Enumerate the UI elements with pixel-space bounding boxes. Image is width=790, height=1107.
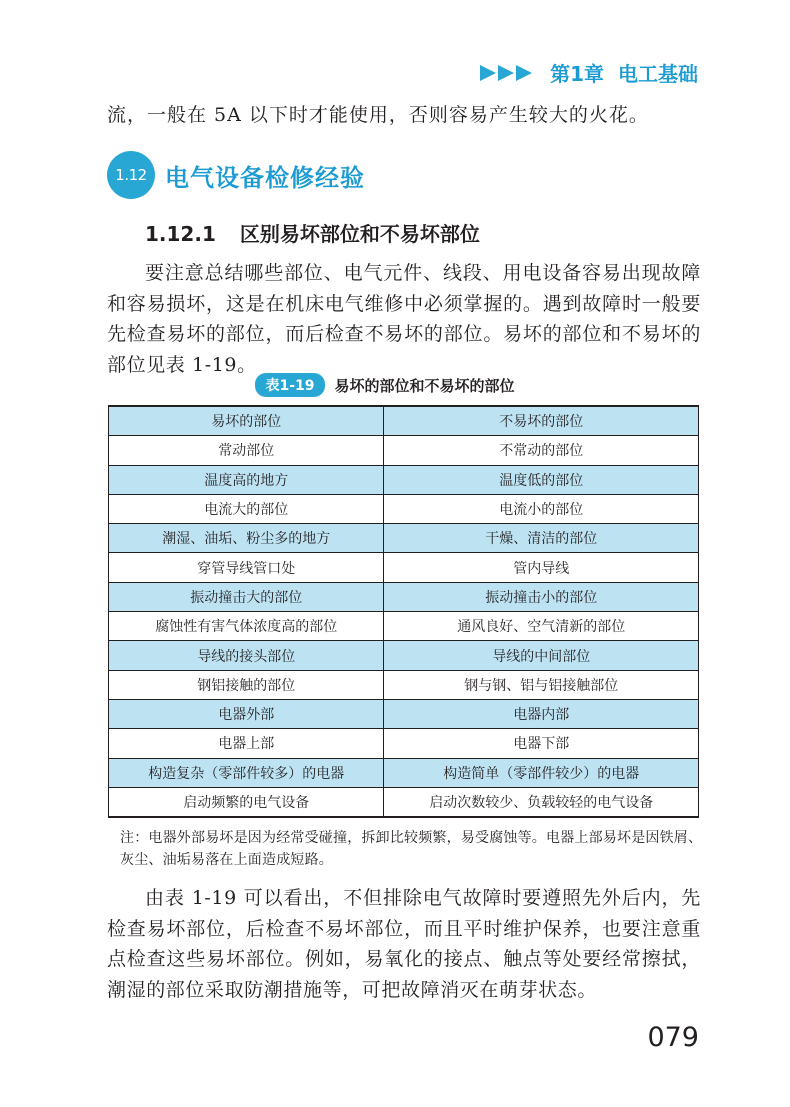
- chapter-title: 电工基础: [618, 62, 698, 86]
- page-number: 079: [647, 1022, 699, 1053]
- table-cell: 构造复杂（零部件较多）的电器: [109, 758, 384, 787]
- running-head: [480, 58, 698, 87]
- table-cell: 电器内部: [384, 699, 699, 728]
- chevron-right-icon: [516, 65, 532, 81]
- table-row: [109, 670, 699, 699]
- chevron-right-icon: [480, 65, 496, 81]
- table-cell: 干燥、清洁的部位: [384, 524, 699, 553]
- chapter-number: 第1章: [550, 62, 604, 86]
- table-caption: [0, 373, 790, 397]
- table-row: [109, 465, 699, 494]
- table-cell: 潮湿、油垢、粉尘多的地方: [109, 524, 384, 553]
- table-cell: 电流小的部位: [384, 494, 699, 523]
- table-cell: 构造简单（零部件较少）的电器: [384, 758, 699, 787]
- table-row: [109, 494, 699, 523]
- table-row: [109, 729, 699, 758]
- table-row: [109, 553, 699, 582]
- header-cell-vulnerable: 易坏的部位: [109, 406, 384, 436]
- table-label-badge: 表1-19: [255, 373, 324, 397]
- section-title: 电气设备检修经验: [165, 163, 365, 192]
- table-cell: 电器下部: [384, 729, 699, 758]
- conclusion-paragraph: 由表 1-19 可以看出，不但排除电气故障时要遵照先外后内，先检查易坏部位，后检查不易坏部位，而且平时维护保养，也要注意重点检查这些易坏部位。例如，易氧化的接点、触点等处要经常擦拭，潮湿的部位采取防潮措施等，可把故障消灭在萌芽状态。: [107, 887, 701, 1001]
- chevron-group: [480, 65, 534, 81]
- table-row: [109, 582, 699, 611]
- table-cell: 不常动的部位: [384, 436, 699, 465]
- table-cell: 穿管导线管口处: [109, 553, 384, 582]
- table-cell: 电流大的部位: [109, 494, 384, 523]
- subsection-title: 区别易坏部位和不易坏部位: [239, 222, 480, 246]
- table-row: [109, 758, 699, 787]
- table-cell: 管内导线: [384, 553, 699, 582]
- table-cell: 电器上部: [109, 729, 384, 758]
- chapter-heading: [550, 58, 698, 87]
- table-cell: 钢铝接触的部位: [109, 670, 384, 699]
- table-row: [109, 641, 699, 670]
- comparison-table: [108, 405, 699, 818]
- table-cell: 导线的接头部位: [109, 641, 384, 670]
- table-note: 注：电器外部易坏是因为经常受碰撞，拆卸比较频繁，易受腐蚀等。电器上部易坏是因铁屑、灰尘、油垢易落在上面造成短路。: [120, 830, 703, 868]
- table-cell: 导线的中间部位: [384, 641, 699, 670]
- header-cell-durable: 不易坏的部位: [384, 406, 699, 436]
- table-cell: 常动部位: [109, 436, 384, 465]
- table-cell: 启动次数较少、负载较轻的电气设备: [384, 787, 699, 817]
- table-row: [109, 436, 699, 465]
- table-cell: 温度低的部位: [384, 465, 699, 494]
- table-row: [109, 699, 699, 728]
- section-heading: [107, 151, 365, 199]
- table-header-row: [109, 406, 699, 436]
- table-row: [109, 612, 699, 641]
- table-cell: 钢与钢、铝与铝接触部位: [384, 670, 699, 699]
- table-cell: 通风良好、空气清新的部位: [384, 612, 699, 641]
- table-row: [109, 787, 699, 817]
- table-cell: 启动频繁的电气设备: [109, 787, 384, 817]
- table-cell: 电器外部: [109, 699, 384, 728]
- section-number-badge: 1.12: [107, 151, 155, 199]
- table-row: [109, 524, 699, 553]
- subsection-number: 1.12.1: [145, 222, 216, 246]
- intro-paragraph: 要注意总结哪些部位、电气元件、线段、用电设备容易出现故障和容易损坏，这是在机床电气维修中必须掌握的。遇到故障时一般要先检查易坏的部位，而后检查不易坏的部位。易坏的部位和不易坏的部位见表 1-19。: [107, 262, 701, 376]
- chevron-right-icon: [498, 65, 514, 81]
- table-cell: 振动撞击大的部位: [109, 582, 384, 611]
- table-title: 易坏的部位和不易坏的部位: [334, 376, 515, 395]
- subsection-heading: [145, 218, 480, 247]
- table-cell: 振动撞击小的部位: [384, 582, 699, 611]
- table-cell: 腐蚀性有害气体浓度高的部位: [109, 612, 384, 641]
- carryover-line: 流，一般在 5A 以下时才能使用，否则容易产生较大的火花。: [107, 104, 649, 126]
- table-cell: 温度高的地方: [109, 465, 384, 494]
